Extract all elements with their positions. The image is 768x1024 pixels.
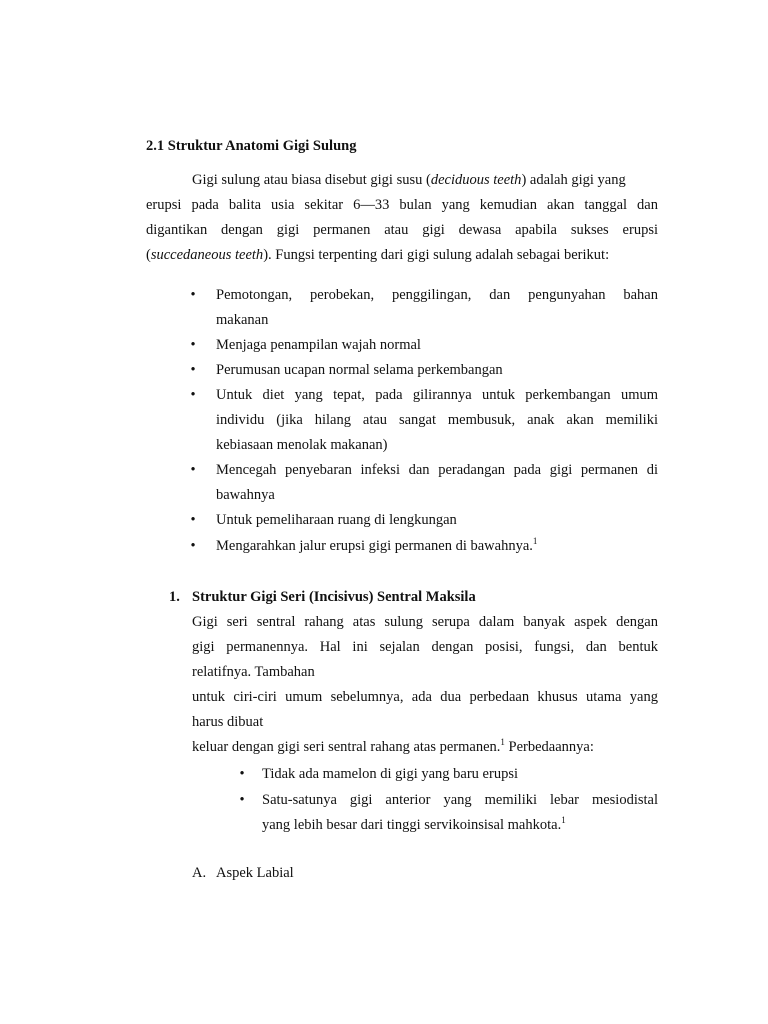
list-item-continuation: yang lebih besar dari tinggi servikoinsisal mahkota.$^1$ (262, 815, 566, 833)
list-item: Untuk diet yang tepat, pada gilirannya untuk perkembangan umum (216, 387, 658, 403)
bullet-icon: • (190, 538, 196, 554)
bullet-icon: • (190, 512, 196, 528)
list-item-continuation: bawahnya (216, 487, 275, 503)
bullet-icon: • (190, 362, 196, 378)
list-item: Menjaga penampilan wajah normal (216, 337, 421, 353)
italic-term-succedaneous: succedaneous teeth (150, 247, 264, 263)
subsection-paragraph-line: relatifnya. Tambahan (192, 664, 315, 680)
bullet-icon: • (190, 287, 196, 303)
subsection-number: 1. (169, 589, 180, 605)
subsection-paragraph-line: gigi permanennya. Hal ini sejalan dengan posisi, fungsi, dan bentuk (192, 639, 658, 655)
italic-term-deciduous: deciduous teeth (430, 172, 522, 188)
footnote-ref: 1 (500, 737, 505, 748)
intro-line-2: erupsi pada balita usia sekitar 6—33 bulan yang kemudian akan tanggal dan (146, 197, 658, 213)
list-item: Satu-satunya gigi anterior yang memiliki lebar mesiodistal (262, 792, 658, 808)
section-heading: 2.1 Struktur Anatomi Gigi Sulung (146, 138, 357, 154)
list-item-continuation: kebiasaan menolak makanan) (216, 437, 388, 453)
bullet-icon: • (239, 792, 245, 808)
intro-line-1: Gigi sulung atau biasa disebut gigi susu (deciduous teeth) adalah gigi yang (192, 172, 626, 188)
list-item: Mengarahkan jalur erupsi gigi permanen di bawahnya.$^1$ (216, 536, 538, 554)
footnote-ref: 1 (532, 536, 538, 547)
subsection-paragraph-line: Gigi seri sentral rahang atas sulung serupa dalam banyak aspek dengan (192, 614, 658, 630)
list-item: Pemotongan, perobekan, penggilingan, dan pengunyahan bahan (216, 287, 658, 303)
list-item-continuation: individu (jika hilang atau sangat membusuk, anak akan memiliki (216, 412, 658, 428)
intro-line-4: (succedaneous teeth). Fungsi terpenting dari gigi sulung adalah sebagai berikut: (146, 247, 610, 263)
bullet-icon: • (190, 337, 196, 353)
aspect-letter: A. (192, 865, 207, 881)
list-item: Mencegah penyebaran infeksi dan peradangan pada gigi permanen di (216, 462, 658, 478)
list-item-continuation: makanan (216, 312, 269, 328)
bullet-icon: • (239, 766, 245, 782)
subsection-paragraph-line: keluar dengan gigi seri sentral rahang atas permanen.$^1$ Perbedaannya: (192, 737, 594, 755)
intro-line-3: digantikan dengan gigi permanen atau gigi dewasa apabila sukses erupsi (146, 222, 658, 238)
subsection-paragraph-line: harus dibuat (192, 714, 264, 730)
list-item: Untuk pemeliharaan ruang di lengkungan (216, 512, 457, 528)
list-item: Tidak ada mamelon di gigi yang baru erupsi (262, 766, 518, 782)
bullet-icon: • (190, 387, 196, 403)
list-item: Perumusan ucapan normal selama perkembangan (216, 362, 503, 378)
subsection-heading: Struktur Gigi Seri (Incisivus) Sentral Maksila (192, 589, 476, 605)
aspect-heading: Aspek Labial (216, 865, 294, 881)
subsection-paragraph-line: untuk ciri-ciri umum sebelumnya, ada dua perbedaan khusus utama yang (192, 689, 658, 705)
bullet-icon: • (190, 462, 196, 478)
footnote-ref: 1 (561, 815, 566, 826)
